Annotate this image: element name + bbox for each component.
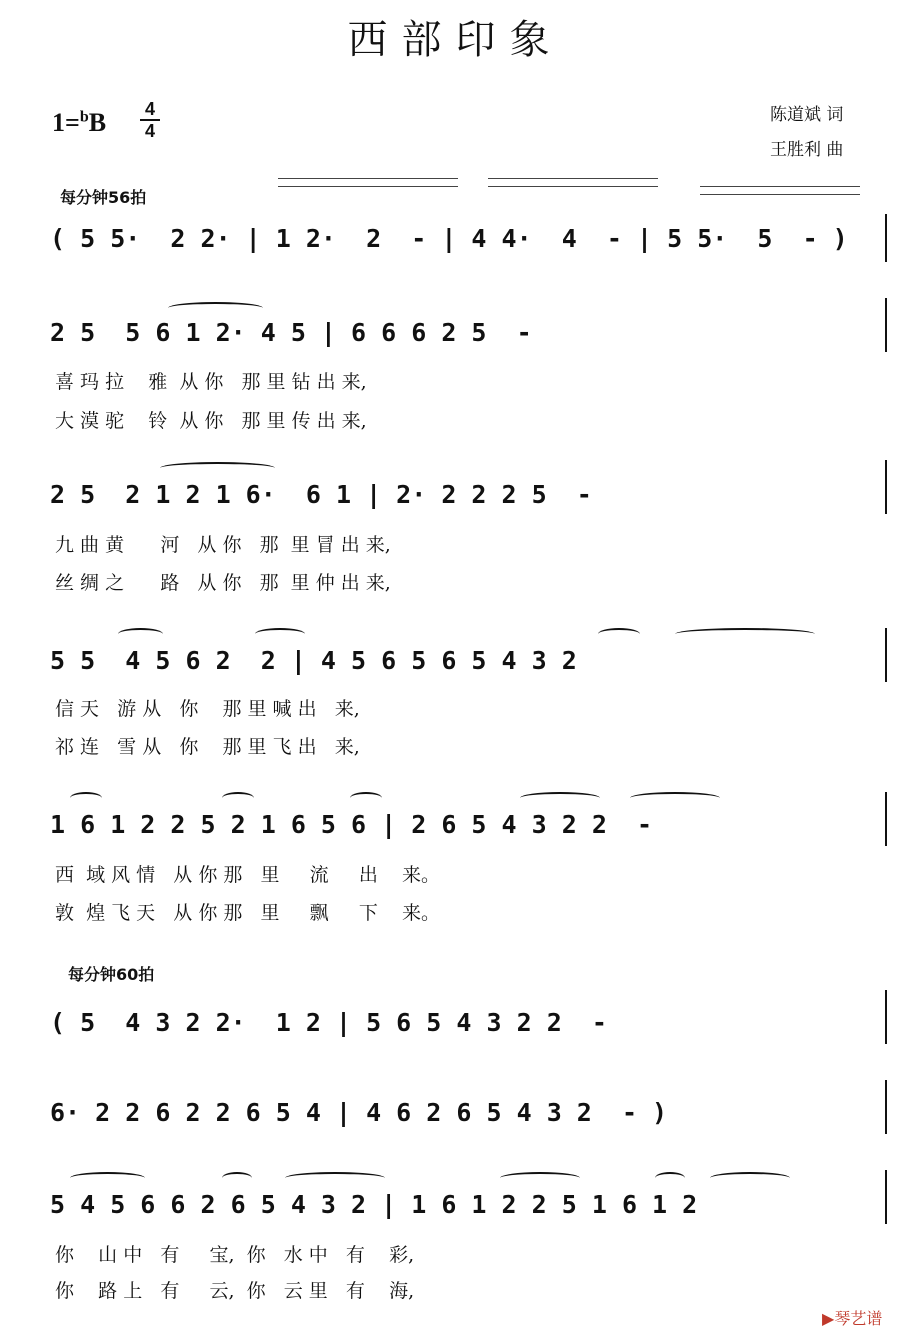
lyric-row-1b: 大 漠 驼 铃 从 你 那 里 传 出 来, <box>55 410 367 432</box>
time-bottom: 4 <box>144 121 155 141</box>
lyric-row-4b: 敦 煌 飞 天 从 你 那 里 飘 下 来。 <box>55 902 441 924</box>
tempo-marking-1: 每分钟56拍 <box>60 188 147 207</box>
barline <box>885 792 887 846</box>
score-row-7: 5 4 5 6 6 2 6 5 4 3 2 | 1 6 1 2 2 5 1 6 1 2 <box>50 1190 698 1219</box>
lyric-row-7b: 你 路 上 有 云, 你 云 里 有 海, <box>55 1280 415 1302</box>
slur <box>70 1172 145 1184</box>
slur <box>222 792 254 804</box>
slur <box>255 628 305 640</box>
barline <box>885 298 887 352</box>
lyric-row-4a: 西 域 风 情 从 你 那 里 流 出 来。 <box>55 864 441 886</box>
slur <box>675 628 815 640</box>
flat-sign: b <box>79 108 89 126</box>
score-row-2: 2 5 2 1 2 1 6· 6 1 | 2· 2 2 2 5 - <box>50 480 592 509</box>
watermark-text: 琴艺谱 <box>834 1309 883 1328</box>
slur <box>520 792 600 804</box>
barline <box>885 990 887 1044</box>
key-prefix: 1= <box>52 108 80 137</box>
barline <box>885 460 887 514</box>
crescendo-line <box>700 194 860 195</box>
slur <box>655 1172 685 1184</box>
slur <box>70 792 102 804</box>
slur <box>500 1172 580 1184</box>
crescendo-line <box>278 186 458 187</box>
lyric-row-3b: 祁 连 雪 从 你 那 里 飞 出 来, <box>55 736 360 758</box>
crescendo-line <box>488 186 658 187</box>
key-note: B <box>88 108 107 137</box>
slur <box>160 462 275 474</box>
key-signature <box>52 108 106 138</box>
score-row-4: 1 6 1 2 2 5 2 1 6 5 6 | 2 6 5 4 3 2 2 - <box>50 810 653 839</box>
score-row-6: 6· 2 2 6 2 2 6 5 4 | 4 6 2 6 5 4 3 2 - ) <box>50 1098 668 1127</box>
slur <box>350 792 382 804</box>
lyric-row-2b: 丝 绸 之 路 从 你 那 里 仲 出 来, <box>55 572 391 594</box>
slur <box>222 1172 252 1184</box>
crescendo-line <box>278 178 458 179</box>
barline <box>885 1170 887 1224</box>
score-row-3: 5 5 4 5 6 2 2 | 4 5 6 5 6 5 4 3 2 <box>50 646 577 675</box>
slur <box>118 628 163 640</box>
score-row-intro: ( 5 5· 2 2· | 1 2· 2 - | 4 4· 4 - | 5 5· 5 - ) <box>50 224 848 253</box>
lyricist-credit: 陈道斌 词 <box>770 105 844 125</box>
barline <box>885 214 887 262</box>
composer-credit: 王胜利 曲 <box>770 140 844 160</box>
lyric-row-3a: 信 天 游 从 你 那 里 喊 出 来, <box>55 698 360 720</box>
slur <box>598 628 640 640</box>
barline <box>885 1080 887 1134</box>
time-top: 4 <box>144 99 155 119</box>
slur <box>168 302 263 314</box>
slur <box>285 1172 385 1184</box>
lyric-row-1a: 喜 玛 拉 雅 从 你 那 里 钻 出 来, <box>55 371 367 393</box>
score-row-5: ( 5 4 3 2 2· 1 2 | 5 6 5 4 3 2 2 - <box>50 1008 607 1037</box>
score-row-1: 2 5 5 6 1 2· 4 5 | 6 6 6 2 5 - <box>50 318 532 347</box>
crescendo-line <box>488 178 658 179</box>
slur <box>710 1172 790 1184</box>
tempo-marking-2: 每分钟60拍 <box>68 965 155 984</box>
time-signature <box>140 100 160 140</box>
page-title: 西部印象 <box>347 17 564 63</box>
lyric-row-7a: 你 山 中 有 宝, 你 水 中 有 彩, <box>55 1244 415 1266</box>
site-watermark-logo: ▶琴艺谱 <box>822 1309 883 1328</box>
lyric-row-2a: 九 曲 黄 河 从 你 那 里 冒 出 来, <box>55 534 391 556</box>
barline <box>885 628 887 682</box>
slur <box>630 792 720 804</box>
crescendo-line <box>700 186 860 187</box>
